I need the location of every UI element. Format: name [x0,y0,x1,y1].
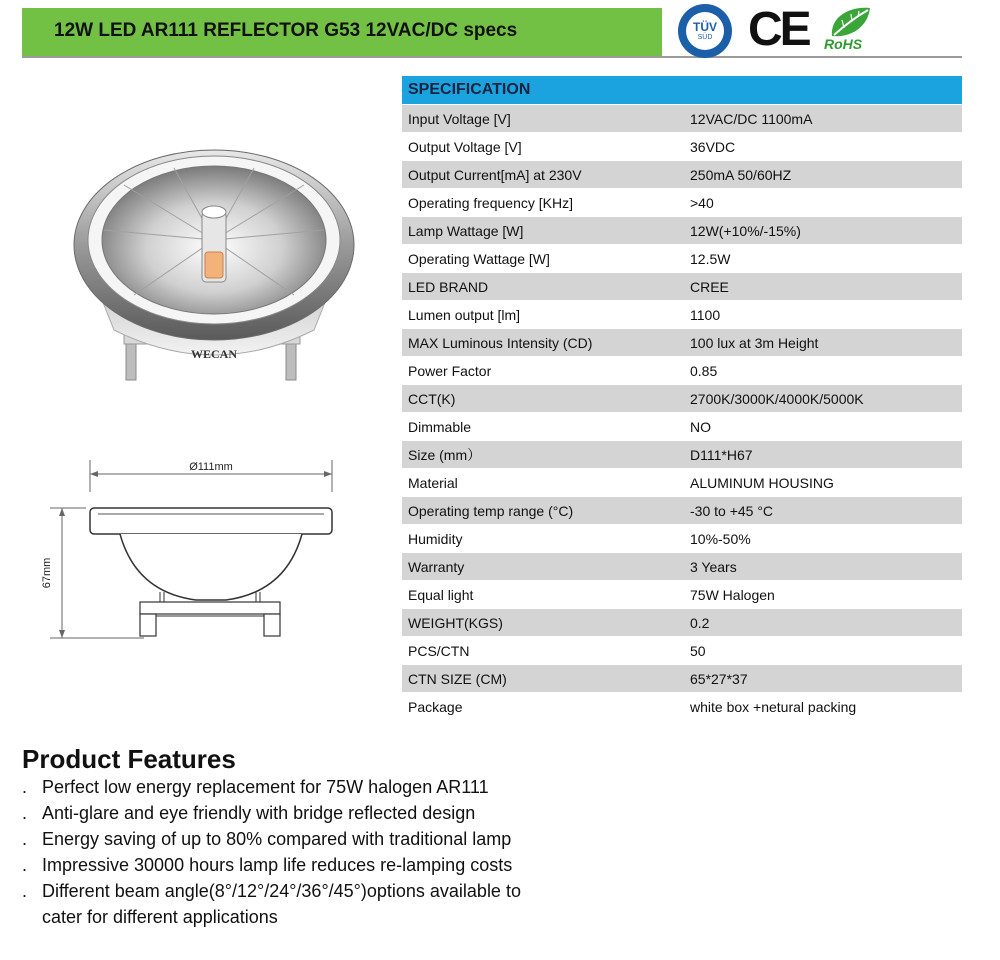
feature-text: Anti-glare and eye friendly with bridge reflected design [42,803,476,823]
spec-row [402,357,962,385]
feature-bullet: . [22,803,28,823]
feature-bullet: . [22,855,28,875]
spec-row [402,217,962,245]
diameter-label: Ø111mm [189,461,233,473]
spec-label: Output Voltage [V] [402,133,682,161]
spec-value: 0.85 [682,357,962,385]
spec-label: Warranty [402,553,682,581]
spec-row [402,189,962,217]
spec-row [402,525,962,553]
spec-label: Power Factor [402,357,682,385]
spec-value: 100 lux at 3m Height [682,329,962,357]
spec-value: 36VDC [682,133,962,161]
spec-value: 75W Halogen [682,581,962,609]
rohs-label: RoHS [824,36,863,52]
spec-row [402,637,962,665]
feature-text: Different beam angle(8°/12°/24°/36°/45°)options available to [42,881,521,901]
spec-row [402,553,962,581]
spec-row [402,665,962,693]
lamp-product-image [64,130,364,390]
spec-label: Operating frequency [KHz] [402,189,682,217]
feature-item [22,774,622,800]
spec-value: 12W(+10%/-15%) [682,217,962,245]
spec-row [402,413,962,441]
spec-row [402,273,962,301]
feature-text-continued: cater for different applications [42,907,278,927]
feature-item [22,852,622,878]
features-heading: Product Features [22,744,236,774]
spec-row [402,385,962,413]
feature-item [22,800,622,826]
spec-label: Lumen output [lm] [402,301,682,329]
spec-label: PCS/CTN [402,637,682,665]
spec-value: 2700K/3000K/4000K/5000K [682,385,962,413]
feature-bullet: . [22,881,28,901]
spec-row [402,329,962,357]
spec-row [402,105,962,133]
spec-label: Size (mm） [402,441,682,469]
tuv-label: TÜV [693,19,717,34]
header-divider [22,56,962,58]
spec-value: -30 to +45 °C [682,497,962,525]
spec-label: MAX Luminous Intensity (CD) [402,329,682,357]
spec-label: Package [402,693,682,721]
page-title: 12W LED AR111 REFLECTOR G53 12VAC/DC specs [54,20,518,41]
rohs-leaf-icon [822,4,878,58]
spec-label: Material [402,469,682,497]
spec-value: 10%-50% [682,525,962,553]
features-list [22,774,622,930]
spec-value: D111*H67 [682,441,962,469]
height-label: 67mm [41,557,53,589]
spec-value: 50 [682,637,962,665]
spec-value: 1100 [682,301,962,329]
spec-value: 3 Years [682,553,962,581]
spec-label: Dimmable [402,413,682,441]
spec-row [402,245,962,273]
spec-row [402,693,962,721]
spec-row [402,581,962,609]
spec-label: Operating Wattage [W] [402,245,682,273]
ce-mark-icon: CE [748,3,809,56]
spec-row [402,161,962,189]
spec-label: Equal light [402,581,682,609]
feature-text: Perfect low energy replacement for 75W halogen AR111 [42,777,489,797]
feature-bullet: . [22,777,28,797]
spec-value: 12.5W [682,245,962,273]
feature-text: Energy saving of up to 80% compared with traditional lamp [42,829,512,849]
spec-row [402,133,962,161]
spec-value: 250mA 50/60HZ [682,161,962,189]
feature-bullet: . [22,829,28,849]
tuv-sud-label: SÜD [697,33,713,41]
spec-value: ALUMINUM HOUSING [682,469,962,497]
spec-value: 12VAC/DC 1100mA [682,105,962,133]
spec-header-row [402,76,962,105]
feature-text: Impressive 30000 hours lamp life reduces re-lamping costs [42,855,513,875]
tuv-certification-icon [678,4,732,58]
specification-table [402,76,962,721]
spec-value: CREE [682,273,962,301]
lamp-dimension-drawing [36,452,356,652]
spec-heading: SPECIFICATION [402,76,962,105]
spec-row [402,441,962,469]
spec-label: Output Current[mA] at 230V [402,161,682,189]
spec-body [402,105,962,721]
spec-value: white box +netural packing [682,693,962,721]
spec-row [402,469,962,497]
spec-value: NO [682,413,962,441]
spec-label: Input Voltage [V] [402,105,682,133]
lamp-brand-label: WECAN [190,347,238,361]
spec-label: Lamp Wattage [W] [402,217,682,245]
feature-item [22,878,622,930]
spec-value: >40 [682,189,962,217]
spec-label: CCT(K) [402,385,682,413]
feature-item [22,826,622,852]
spec-label: WEIGHT(KGS) [402,609,682,637]
spec-label: Operating temp range (°C) [402,497,682,525]
spec-value: 0.2 [682,609,962,637]
spec-label: Humidity [402,525,682,553]
spec-row [402,301,962,329]
spec-value: 65*27*37 [682,665,962,693]
spec-row [402,609,962,637]
spec-row [402,497,962,525]
spec-label: LED BRAND [402,273,682,301]
spec-label: CTN SIZE (CM) [402,665,682,693]
